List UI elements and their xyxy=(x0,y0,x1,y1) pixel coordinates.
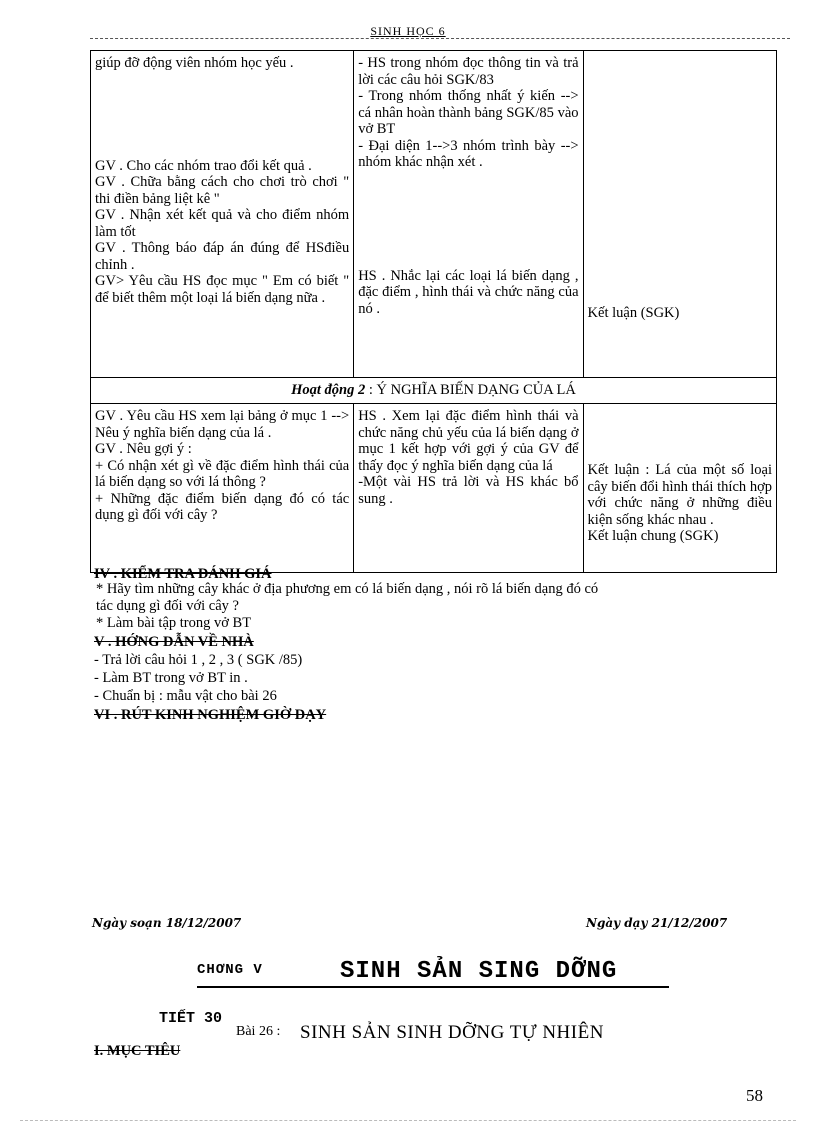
list-item: + Có nhận xét gì về đặc điểm hình thái của lá biến dạng so với lá thông ? xyxy=(95,457,350,490)
footer-divider xyxy=(20,1120,796,1121)
activity-heading-row xyxy=(91,378,777,404)
list-item: GV . Cho các nhóm trao đổi kết quả . xyxy=(95,157,312,174)
list-item: GV . Thông báo đáp án đúng để HSđiều chỉnh . xyxy=(95,240,350,273)
page-number: 58 xyxy=(746,1086,763,1105)
activity-title: : Ý NGHĨA BIẾN DẠNG CỦA LÁ xyxy=(368,382,576,398)
list-item: HS . Nhắc lại các loại lá biến dạng , đặc điểm , hình thái và chức năng của nó . xyxy=(358,267,579,317)
list-item: HS . Xem lại đặc điểm hình thái và chức năng chủ yếu của lá biến dạng ở mục 1 kết hợp với gợi ý của GV để thấy đọc ý nghĩa biến dạng của lá xyxy=(358,408,579,474)
list-item: - HS trong nhóm đọc thông tin và trả lời các câu hỏi SGK/83 xyxy=(358,55,579,88)
activity-heading xyxy=(91,378,777,404)
activity-label: Hoạt động 2 xyxy=(291,382,366,398)
list-item: Kết luận (SGK) xyxy=(587,305,680,321)
header-divider xyxy=(90,38,790,39)
text-line: * Làm bài tập trong vở BT xyxy=(96,615,252,631)
lesson-number: Bài 26 : xyxy=(236,1024,281,1039)
list-item: GV . Chữa bằng cách cho chơi trò chơi " thi điền bảng liệt kê " xyxy=(95,174,350,207)
text-line: - Trả lời câu hỏi 1 , 2 , 3 ( SGK /85) xyxy=(94,652,303,668)
list-item: Kết luận chung (SGK) xyxy=(587,528,719,544)
list-item: -Một vài HS trả lời và HS khác bổ sung . xyxy=(358,474,579,507)
lesson-title: SINH SẢN SINH DỠNG TỰ NHIÊN xyxy=(300,1022,604,1043)
lesson-period: TIẾT 30 xyxy=(159,1010,223,1027)
list-item: + Những đặc điểm biến dạng đó có tác dụng gì đối với cây ? xyxy=(95,490,350,523)
chapter-label: CHƠNG V xyxy=(197,962,263,978)
page-header-title: SINH HỌC 6 xyxy=(370,24,446,38)
section-title-5: V . HỚNG DẪN VỀ NHÀ xyxy=(94,634,254,650)
list-item: Kết luận : Lá của một số loại cây biến đổi hình thái thích hợp với chức năng ở những điều kiện sống khác nhau . xyxy=(587,462,772,528)
list-item: GV . Nêu gợi ý : xyxy=(95,441,192,457)
list-item: GV> Yêu cầu HS đọc mục " Em có biết " để biết thêm một loại lá biến dạng nữa . xyxy=(95,273,350,306)
lesson-table xyxy=(90,50,777,573)
list-item: - Đại diện 1-->3 nhóm trình bày --> nhóm khác nhận xét . xyxy=(358,137,579,170)
preparation-date: Ngày soạn 18/12/2007 xyxy=(92,916,242,930)
chapter-underline xyxy=(197,986,669,988)
content-cell xyxy=(583,51,776,378)
student-activity-cell xyxy=(354,51,583,378)
list-item: GV . Yêu cầu HS xem lại bảng ở mục 1 --> Nêu ý nghĩa biến dạng của lá . xyxy=(95,408,350,441)
section-title-1: I. MỤC TIÊU xyxy=(94,1043,181,1059)
section-title-4: IV . KIỂM TRA ĐÁNH GIÁ xyxy=(94,566,272,582)
table-row xyxy=(91,404,777,573)
text-line: * Hãy tìm những cây khác ở địa phương em có lá biến dạng , nói rõ lá biến dạng đó có xyxy=(96,581,599,597)
text-line: - Làm BT trong vở BT in . xyxy=(94,670,248,686)
student-activity-cell xyxy=(354,404,583,573)
teacher-activity-cell xyxy=(91,404,354,573)
list-item: GV . Nhận xét kết quả và cho điểm nhóm làm tốt xyxy=(95,207,350,240)
teacher-activity-cell xyxy=(91,51,354,378)
list-item: giúp đỡ động viên nhóm học yếu . xyxy=(95,55,294,71)
teaching-date: Ngày dạy 21/12/2007 xyxy=(586,916,728,930)
text-line: - Chuẩn bị : mẫu vật cho bài 26 xyxy=(94,688,277,704)
chapter-title: SINH SẢN SING DỠNG xyxy=(340,958,618,985)
list-item: - Trong nhóm thống nhất ý kiến --> cá nhân hoàn thành bảng SGK/85 vào vở BT xyxy=(358,88,579,137)
table-row xyxy=(91,51,777,378)
section-title-6: VI . RÚT KINH NGHIỆM GIỜ DẠY xyxy=(94,707,327,723)
content-cell xyxy=(583,404,776,573)
text-line: tác dụng gì đối với cây ? xyxy=(96,598,239,614)
